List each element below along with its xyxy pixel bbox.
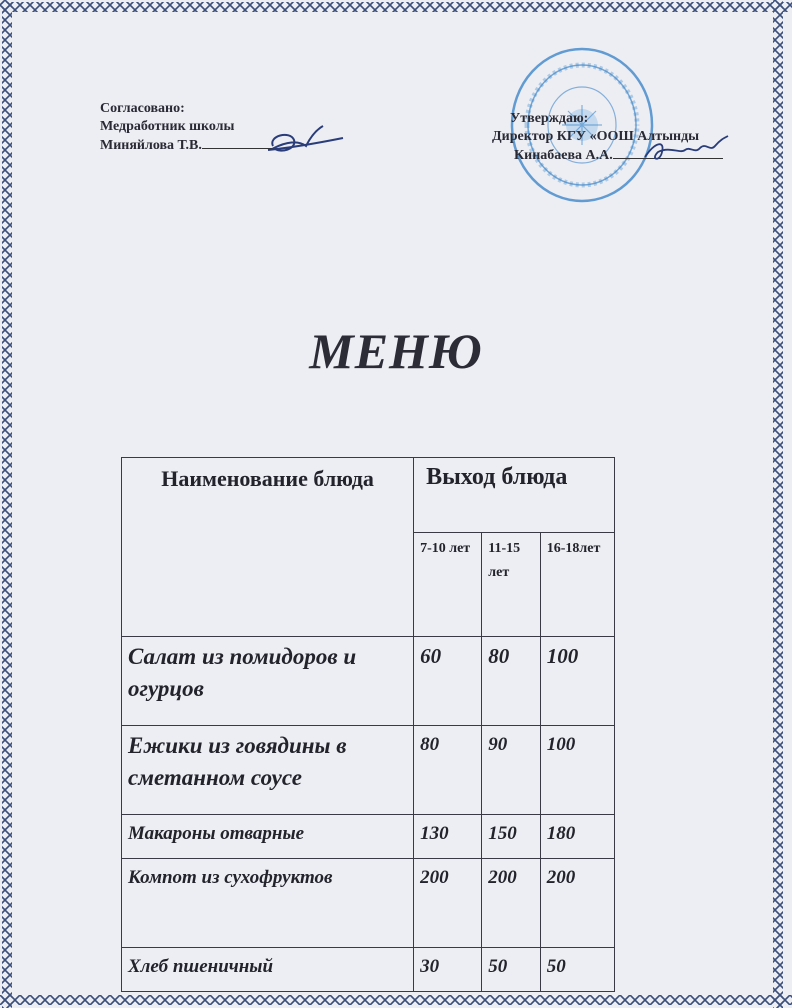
portion-value: 200 [414,859,482,948]
table-row [122,859,615,948]
table-row [122,637,615,726]
approval-left-heading: Согласовано: [100,101,185,116]
header-age-group: 7-10 лет [414,532,482,636]
page-title: МЕНЮ [309,323,483,379]
portion-value: 200 [540,859,614,948]
dish-name: Макароны отварные [122,815,414,859]
table-row [122,815,615,859]
dish-name: Ежики из говядины в сметанном соусе [122,726,414,815]
portion-value: 100 [540,637,614,726]
approval-left-person: Миняйлова Т.В. [100,138,202,153]
header-age-group: 16-18лет [540,532,614,636]
director-signature [640,132,730,172]
header-age-group: 11-15 лет [482,532,540,636]
medic-signature [228,118,348,163]
portion-value: 90 [482,726,540,815]
header-dish-output: Выход блюда [414,458,615,533]
portion-value: 80 [482,637,540,726]
approval-right-person: Кинабаева А.А. [514,148,613,163]
portion-value: 150 [482,815,540,859]
approval-left-position: Медработник школы [100,119,235,134]
portion-value: 50 [540,948,614,992]
portion-value: 180 [540,815,614,859]
portion-value: 60 [414,637,482,726]
dish-name: Хлеб пшеничный [122,948,414,992]
approval-right-position: Директор КГУ «ООШ Алтынды [492,129,700,144]
portion-value: 80 [414,726,482,815]
portion-value: 130 [414,815,482,859]
portion-value: 100 [540,726,614,815]
dish-name: Компот из сухофруктов [122,859,414,948]
dish-name: Салат из помидоров и огурцов [122,637,414,726]
approval-right-heading: Утверждаю: [510,111,589,126]
table-row [122,726,615,815]
portion-value: 200 [482,859,540,948]
table-row [122,948,615,992]
header-dish-name: Наименование блюда [122,458,414,637]
menu-table [121,457,615,992]
portion-value: 30 [414,948,482,992]
portion-value: 50 [482,948,540,992]
